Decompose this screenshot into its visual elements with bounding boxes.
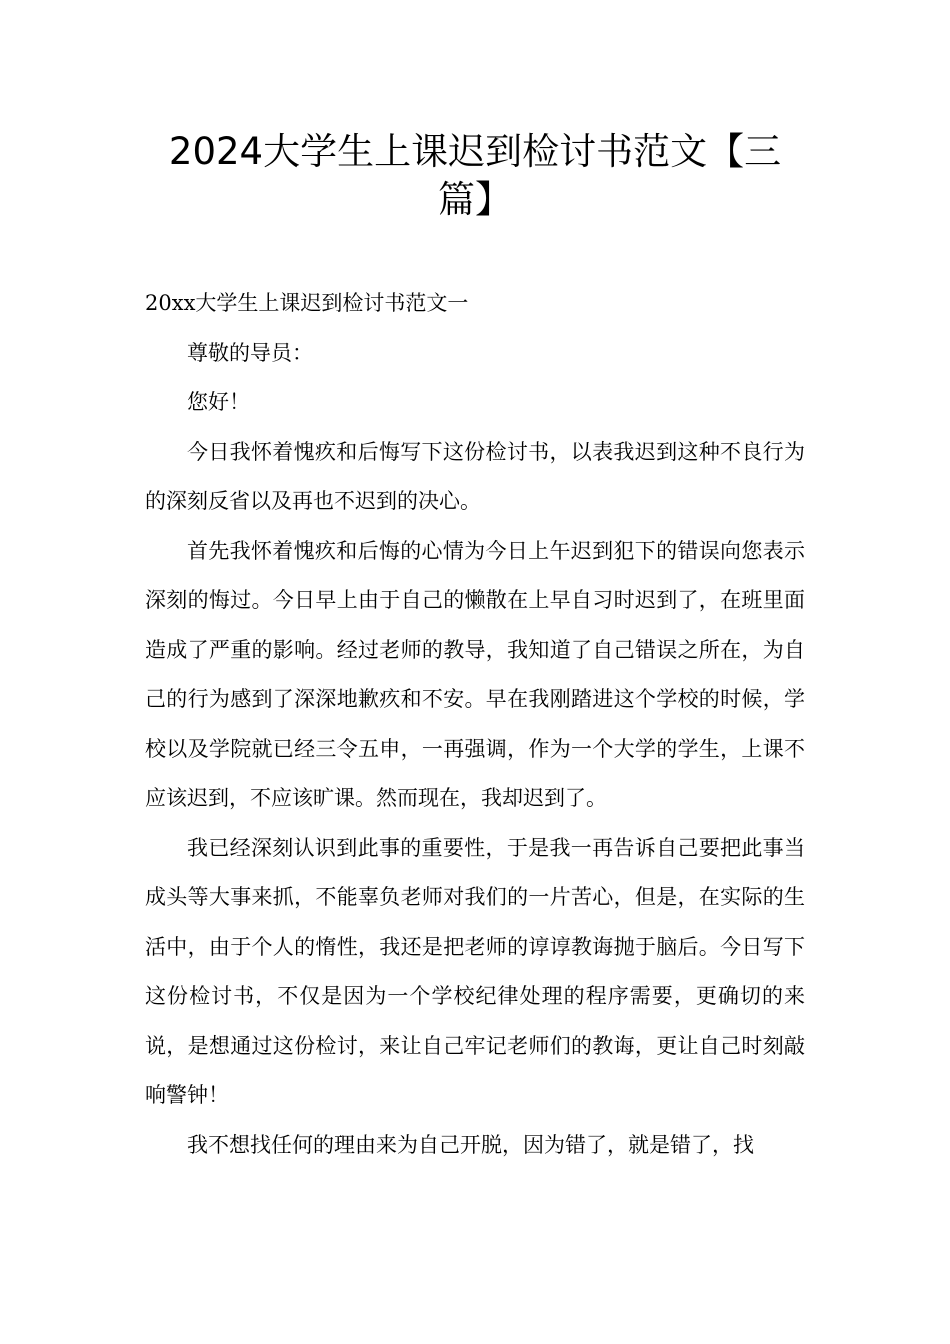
body-paragraph: 我不想找任何的理由来为自己开脱，因为错了，就是错了，找 bbox=[187, 1132, 754, 1157]
section-heading: 20xx大学生上课迟到检讨书范文一 bbox=[145, 291, 469, 315]
salutation: 尊敬的导员： bbox=[187, 340, 313, 365]
document-title: 2024大学生上课迟到检讨书范文【三篇】 bbox=[168, 130, 782, 221]
document-body bbox=[145, 279, 805, 1170]
body-paragraph: 首先我怀着愧疚和后悔的心情为今日上午迟到犯下的错误向您表示深刻的悔过。今日早上由于自己的懒散在上早自习时迟到了，在班里面造成了严重的影响。经过老师的教导，我知道了自己错误之所在，为自己的行为感到了深深地歉疚和不安。早在我刚踏进这个学校的时候，学校以及学院就已经三令五申，一再强调，作为一个大学的学生，上课不应该迟到，不应该旷课。然而现在，我却迟到了。 bbox=[145, 538, 805, 810]
greeting: 您好！ bbox=[187, 390, 250, 414]
body-paragraph: 我已经深刻认识到此事的重要性，于是我一再告诉自己要把此事当成头等大事来抓，不能辜负老师对我们的一片苦心，但是，在实际的生活中，由于个人的惰性，我还是把老师的谆谆教诲抛于脑后。今日写下这份检讨书，不仅是因为一个学校纪律处理的程序需要，更确切的来说，是想通过这份检讨，来让自己牢记老师们的教诲，更让自己时刻敲响警钟！ bbox=[145, 835, 805, 1107]
body-paragraph: 今日我怀着愧疚和后悔写下这份检讨书，以表我迟到这种不良行为的深刻反省以及再也不迟到的决心。 bbox=[145, 439, 805, 513]
